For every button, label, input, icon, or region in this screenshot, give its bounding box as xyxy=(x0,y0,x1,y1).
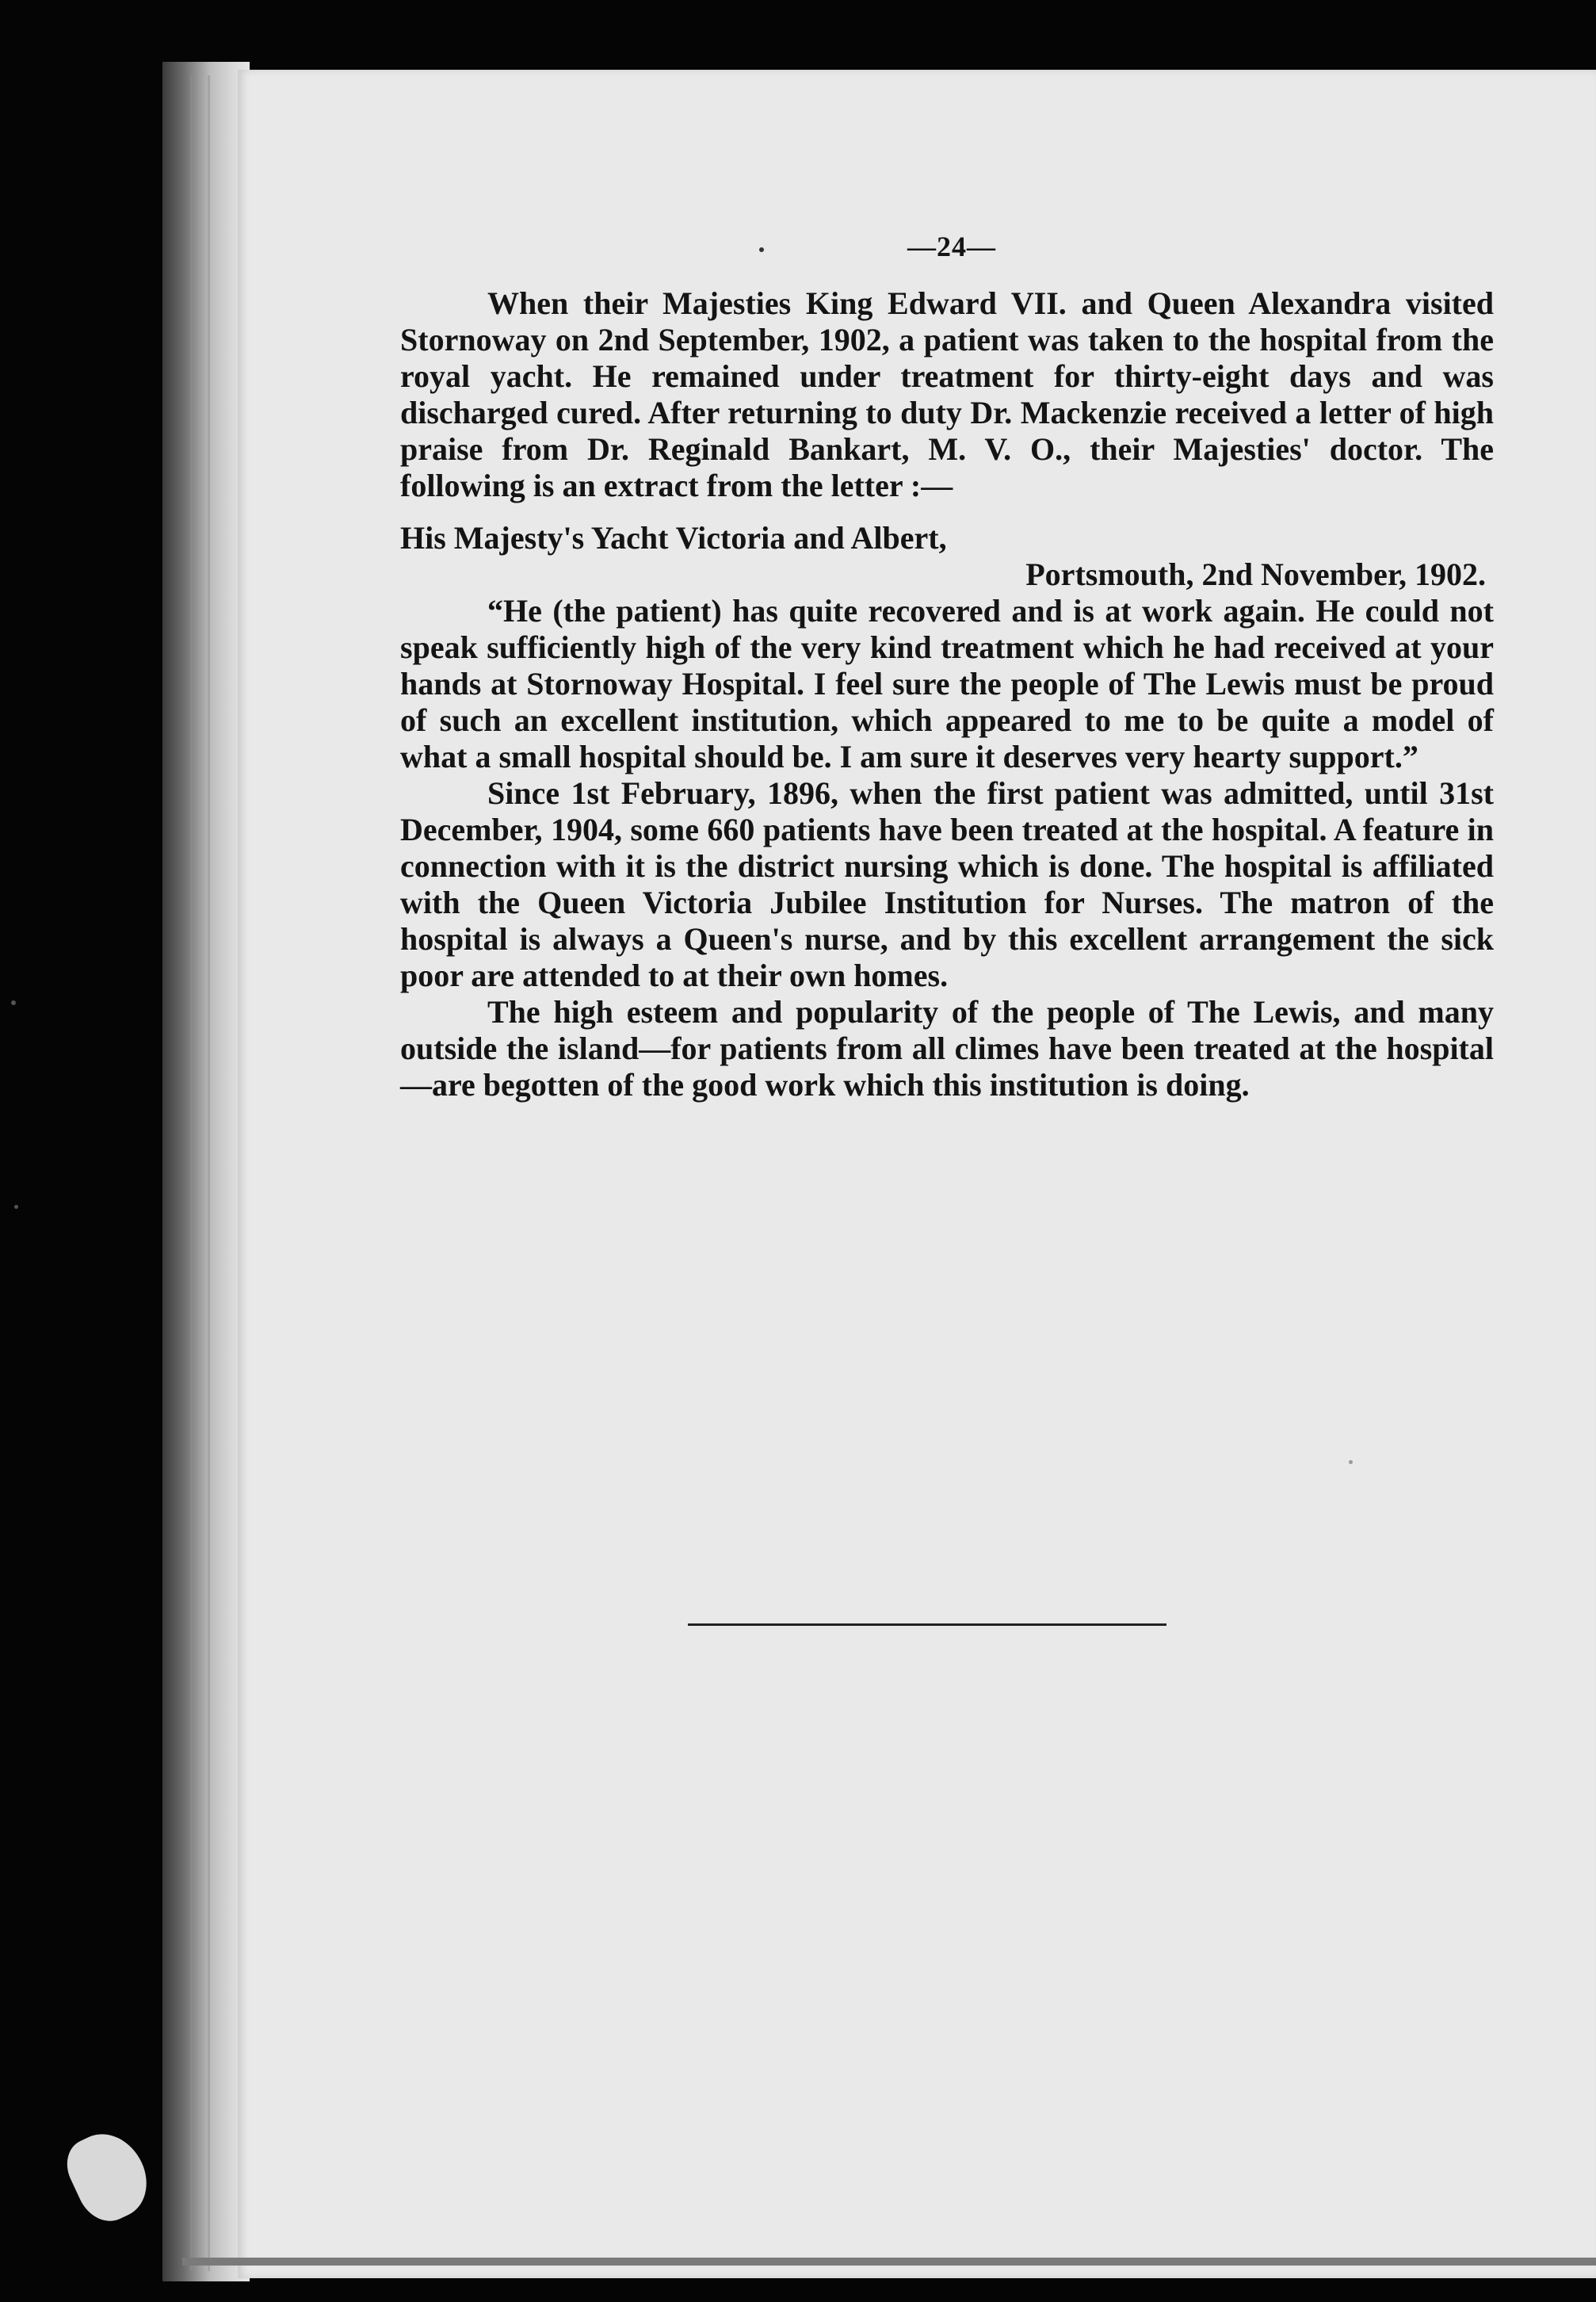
page-bottom-edge xyxy=(182,2258,1596,2266)
page-number: —24— xyxy=(907,231,996,262)
letter-address-date: Portsmouth, 2nd November, 1902. xyxy=(1025,556,1486,592)
page-text xyxy=(400,285,1494,1103)
scan-speck xyxy=(1349,1460,1353,1464)
letter-address-line: His Majesty's Yacht Victoria and Albert, xyxy=(400,520,947,556)
binding-line xyxy=(190,75,193,2271)
ink-dot xyxy=(759,247,764,252)
scan-speck xyxy=(14,1205,18,1209)
section-divider xyxy=(688,1623,1166,1626)
scan-smudge xyxy=(58,2121,159,2231)
binding-line xyxy=(208,75,210,2271)
letter-quote: “He (the patient) has quite recovered and is at work again. He could not speak sufficiently high of the very kind treatment which he had received at your hands at Stornoway Hospital. I feel sure the people of The Lewis must be proud of such an excellent institution, which appeared to me to be quite a model of what a small hospital should be. I am sure it deserves very hearty support.” xyxy=(400,593,1494,774)
paragraph: Since 1st February, 1896, when the first patient was admitted, until 31st December, 1904, some 660 patients have been treated at the hospital. A feature in connection with it is the district nursing which is done. The hospital is affiliated with the Queen Victoria Jubilee Institution for Nurses. The matron of the hospital is always a Queen's nurse, and by this excellent arrangement the sick poor are attended to at their own homes. xyxy=(400,775,1494,993)
paragraph: The high esteem and popularity of the people of The Lewis, and many outside the island—for patients from all climes have been treated at the hospital—are begotten of the good work which this institution is doing. xyxy=(400,994,1494,1103)
scan-speck xyxy=(11,1000,16,1005)
letter-address xyxy=(400,520,1494,593)
book-binding-edge xyxy=(162,62,250,2281)
paragraph: When their Majesties King Edward VII. and Queen Alexandra visited Stornoway on 2nd September, 1902, a patient was taken to the hospital from the royal yacht. He remained under treatment for thirty-eight days and was discharged cured. After returning to duty Dr. Mackenzie received a letter of high praise from Dr. Reginald Bankart, M. V. O., their Majesties' doctor. The following is an extract from the letter :— xyxy=(400,285,1494,503)
